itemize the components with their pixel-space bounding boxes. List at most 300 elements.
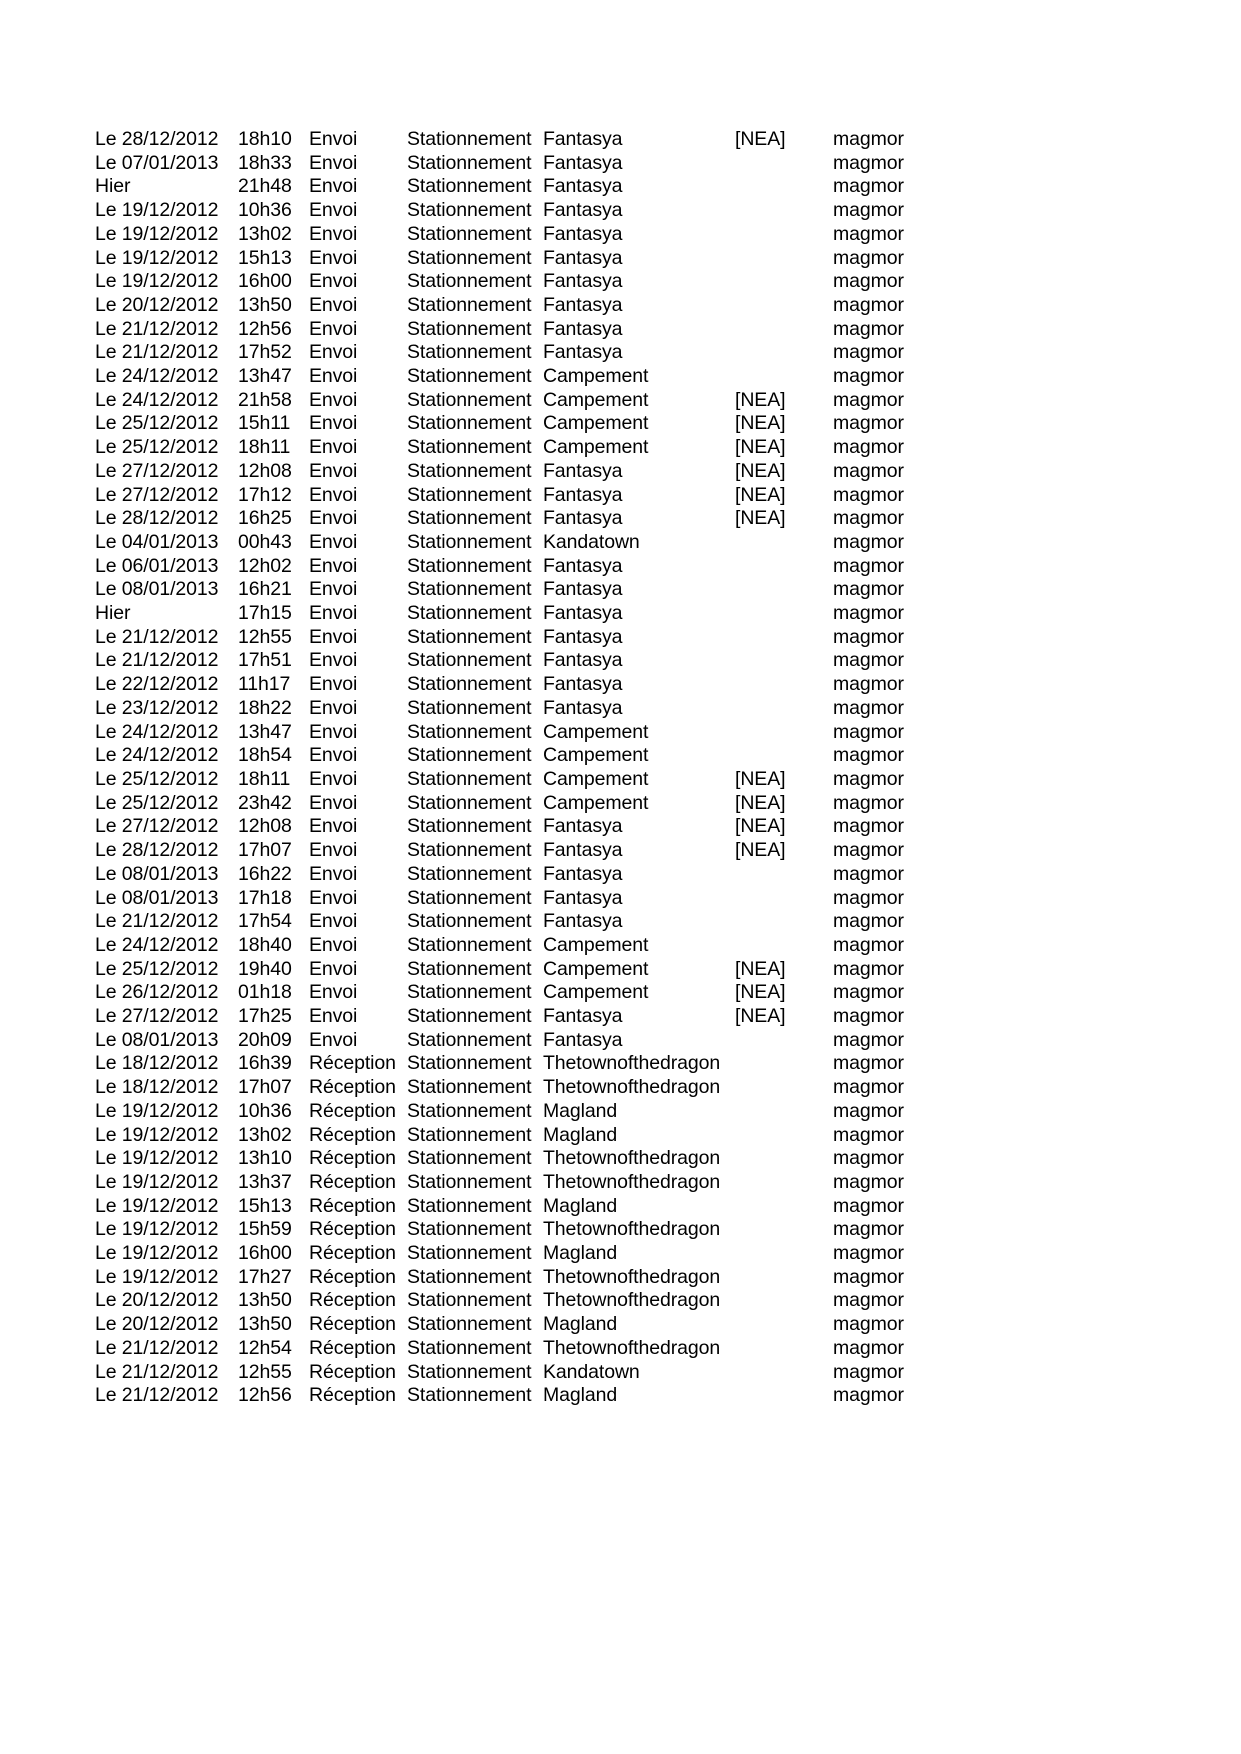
cell-time: 13h37 bbox=[238, 1170, 292, 1193]
cell-account: magmor bbox=[833, 1194, 904, 1217]
cell-account: magmor bbox=[833, 602, 904, 625]
cell-subject: Stationnement bbox=[407, 151, 532, 174]
cell-flag: [NEA] bbox=[735, 507, 786, 530]
table-row[interactable] bbox=[95, 223, 923, 247]
cell-date: Le 08/01/2013 bbox=[95, 862, 219, 885]
cell-account: magmor bbox=[833, 1289, 904, 1312]
cell-contact: Thetownofthedragon bbox=[543, 1052, 721, 1075]
cell-date: Le 19/12/2012 bbox=[95, 1265, 219, 1288]
cell-time: 10h36 bbox=[238, 199, 292, 222]
cell-direction: Envoi bbox=[309, 933, 358, 956]
cell-time: 00h43 bbox=[238, 530, 292, 553]
cell-flag bbox=[735, 175, 833, 199]
cell-date: Le 19/12/2012 bbox=[95, 270, 219, 293]
cell-subject: Stationnement bbox=[407, 839, 532, 862]
cell-direction: Envoi bbox=[309, 317, 358, 340]
cell-account: magmor bbox=[833, 1242, 904, 1265]
cell-contact: Campement bbox=[543, 720, 649, 743]
table-row[interactable] bbox=[95, 318, 923, 342]
cell-contact: Magland bbox=[543, 1099, 618, 1122]
cell-subject: Stationnement bbox=[407, 649, 532, 672]
cell-date: Le 21/12/2012 bbox=[95, 1336, 219, 1359]
cell-account: magmor bbox=[833, 459, 904, 482]
cell-account: magmor bbox=[833, 1052, 904, 1075]
cell-account: magmor bbox=[833, 720, 904, 743]
cell-direction: Envoi bbox=[309, 578, 358, 601]
cell-date: Le 21/12/2012 bbox=[95, 910, 219, 933]
table-row[interactable] bbox=[95, 1242, 923, 1266]
cell-contact: Fantasya bbox=[543, 839, 623, 862]
cell-flag bbox=[735, 1100, 833, 1124]
cell-time: 15h13 bbox=[238, 1194, 292, 1217]
table-row[interactable] bbox=[95, 294, 923, 318]
table-row[interactable] bbox=[95, 792, 923, 816]
cell-account: magmor bbox=[833, 981, 904, 1004]
cell-direction: Réception bbox=[309, 1147, 396, 1170]
cell-direction: Réception bbox=[309, 1170, 396, 1193]
table-row[interactable] bbox=[95, 1171, 923, 1195]
table-row[interactable] bbox=[95, 1076, 923, 1100]
cell-flag: [NEA] bbox=[735, 412, 786, 435]
table-row[interactable] bbox=[95, 152, 923, 176]
cell-direction: Envoi bbox=[309, 649, 358, 672]
cell-subject: Stationnement bbox=[407, 815, 532, 838]
cell-contact: Campement bbox=[543, 365, 649, 388]
cell-account: magmor bbox=[833, 436, 904, 459]
cell-contact: Fantasya bbox=[543, 222, 623, 245]
cell-date: Le 08/01/2013 bbox=[95, 886, 219, 909]
cell-subject: Stationnement bbox=[407, 720, 532, 743]
cell-subject: Stationnement bbox=[407, 246, 532, 269]
cell-flag bbox=[735, 531, 833, 555]
cell-contact: Fantasya bbox=[543, 554, 623, 577]
cell-time: 12h56 bbox=[238, 1384, 292, 1407]
cell-flag bbox=[735, 365, 833, 389]
table-row[interactable] bbox=[95, 531, 923, 555]
table-row[interactable] bbox=[95, 887, 923, 911]
cell-date: Le 19/12/2012 bbox=[95, 222, 219, 245]
table-row[interactable] bbox=[95, 626, 923, 650]
cell-account: magmor bbox=[833, 791, 904, 814]
cell-flag bbox=[735, 697, 833, 721]
cell-subject: Stationnement bbox=[407, 1265, 532, 1288]
cell-account: magmor bbox=[833, 1384, 904, 1407]
table-row[interactable] bbox=[95, 1266, 923, 1290]
cell-subject: Stationnement bbox=[407, 1052, 532, 1075]
table-row[interactable] bbox=[95, 815, 923, 839]
table-row[interactable] bbox=[95, 436, 923, 460]
cell-direction: Réception bbox=[309, 1289, 396, 1312]
cell-date: Le 19/12/2012 bbox=[95, 246, 219, 269]
cell-time: 21h58 bbox=[238, 388, 292, 411]
cell-account: magmor bbox=[833, 767, 904, 790]
cell-flag bbox=[735, 1029, 833, 1053]
cell-direction: Réception bbox=[309, 1242, 396, 1265]
cell-contact: Fantasya bbox=[543, 578, 623, 601]
cell-flag bbox=[735, 152, 833, 176]
cell-flag bbox=[735, 1266, 833, 1290]
cell-time: 17h15 bbox=[238, 602, 292, 625]
table-row[interactable] bbox=[95, 270, 923, 294]
cell-flag bbox=[735, 863, 833, 887]
cell-direction: Réception bbox=[309, 1336, 396, 1359]
table-row[interactable] bbox=[95, 128, 923, 152]
table-row[interactable] bbox=[95, 1384, 923, 1408]
cell-time: 18h54 bbox=[238, 744, 292, 767]
cell-contact: Fantasya bbox=[543, 815, 623, 838]
cell-subject: Stationnement bbox=[407, 341, 532, 364]
cell-subject: Stationnement bbox=[407, 1170, 532, 1193]
cell-account: magmor bbox=[833, 270, 904, 293]
cell-date: Le 19/12/2012 bbox=[95, 1242, 219, 1265]
table-row[interactable] bbox=[95, 697, 923, 721]
cell-direction: Envoi bbox=[309, 673, 358, 696]
table-row[interactable] bbox=[95, 1313, 923, 1337]
cell-contact: Thetownofthedragon bbox=[543, 1147, 721, 1170]
cell-direction: Envoi bbox=[309, 222, 358, 245]
cell-time: 16h22 bbox=[238, 862, 292, 885]
cell-time: 10h36 bbox=[238, 1099, 292, 1122]
table-row[interactable] bbox=[95, 981, 923, 1005]
cell-contact: Campement bbox=[543, 981, 649, 1004]
cell-time: 17h25 bbox=[238, 1005, 292, 1028]
cell-account: magmor bbox=[833, 1147, 904, 1170]
cell-account: magmor bbox=[833, 365, 904, 388]
table-row[interactable] bbox=[95, 555, 923, 579]
cell-flag bbox=[735, 1124, 833, 1148]
cell-direction: Envoi bbox=[309, 246, 358, 269]
cell-time: 13h02 bbox=[238, 222, 292, 245]
cell-account: magmor bbox=[833, 1170, 904, 1193]
table-row[interactable] bbox=[95, 578, 923, 602]
cell-date: Le 19/12/2012 bbox=[95, 199, 219, 222]
cell-account: magmor bbox=[833, 1336, 904, 1359]
cell-subject: Stationnement bbox=[407, 886, 532, 909]
cell-subject: Stationnement bbox=[407, 293, 532, 316]
cell-contact: Magland bbox=[543, 1384, 618, 1407]
table-row[interactable] bbox=[95, 1218, 923, 1242]
cell-date: Le 21/12/2012 bbox=[95, 341, 219, 364]
cell-date: Le 24/12/2012 bbox=[95, 933, 219, 956]
cell-contact: Fantasya bbox=[543, 1028, 623, 1051]
cell-account: magmor bbox=[833, 744, 904, 767]
cell-flag: [NEA] bbox=[735, 128, 786, 150]
cell-contact: Fantasya bbox=[543, 673, 623, 696]
cell-direction: Réception bbox=[309, 1313, 396, 1336]
cell-contact: Thetownofthedragon bbox=[543, 1265, 721, 1288]
cell-direction: Envoi bbox=[309, 886, 358, 909]
cell-date: Le 28/12/2012 bbox=[95, 128, 219, 150]
cell-direction: Envoi bbox=[309, 839, 358, 862]
cell-account: magmor bbox=[833, 293, 904, 316]
cell-direction: Envoi bbox=[309, 341, 358, 364]
cell-account: magmor bbox=[833, 246, 904, 269]
cell-time: 18h40 bbox=[238, 933, 292, 956]
cell-contact: Campement bbox=[543, 412, 649, 435]
cell-contact: Kandatown bbox=[543, 530, 640, 553]
cell-account: magmor bbox=[833, 175, 904, 198]
cell-account: magmor bbox=[833, 673, 904, 696]
cell-flag bbox=[735, 649, 833, 673]
message-log-table bbox=[95, 128, 923, 1408]
cell-direction: Réception bbox=[309, 1265, 396, 1288]
cell-time: 17h54 bbox=[238, 910, 292, 933]
cell-account: magmor bbox=[833, 1028, 904, 1051]
cell-account: magmor bbox=[833, 1123, 904, 1146]
cell-subject: Stationnement bbox=[407, 625, 532, 648]
table-row[interactable] bbox=[95, 958, 923, 982]
cell-account: magmor bbox=[833, 530, 904, 553]
table-row[interactable] bbox=[95, 839, 923, 863]
cell-time: 12h55 bbox=[238, 625, 292, 648]
cell-direction: Réception bbox=[309, 1076, 396, 1099]
cell-flag bbox=[735, 578, 833, 602]
cell-flag bbox=[735, 270, 833, 294]
table-row[interactable] bbox=[95, 1029, 923, 1053]
table-row[interactable] bbox=[95, 1124, 923, 1148]
table-row[interactable] bbox=[95, 175, 923, 199]
table-row[interactable] bbox=[95, 934, 923, 958]
cell-contact: Campement bbox=[543, 957, 649, 980]
table-row[interactable] bbox=[95, 412, 923, 436]
cell-subject: Stationnement bbox=[407, 175, 532, 198]
cell-time: 15h11 bbox=[238, 412, 291, 435]
cell-contact: Fantasya bbox=[543, 270, 623, 293]
cell-account: magmor bbox=[833, 412, 904, 435]
cell-date: Le 07/01/2013 bbox=[95, 151, 219, 174]
cell-direction: Envoi bbox=[309, 957, 358, 980]
cell-time: 18h33 bbox=[238, 151, 292, 174]
table-row[interactable] bbox=[95, 341, 923, 365]
table-row[interactable] bbox=[95, 365, 923, 389]
cell-flag: [NEA] bbox=[735, 815, 786, 838]
cell-flag: [NEA] bbox=[735, 981, 786, 1004]
cell-flag bbox=[735, 318, 833, 342]
cell-date: Le 19/12/2012 bbox=[95, 1218, 219, 1241]
cell-date: Le 21/12/2012 bbox=[95, 1384, 219, 1407]
cell-account: magmor bbox=[833, 483, 904, 506]
cell-subject: Stationnement bbox=[407, 128, 532, 150]
cell-time: 13h02 bbox=[238, 1123, 292, 1146]
cell-account: magmor bbox=[833, 1076, 904, 1099]
cell-direction: Envoi bbox=[309, 1005, 358, 1028]
cell-flag: [NEA] bbox=[735, 388, 786, 411]
cell-flag: [NEA] bbox=[735, 957, 786, 980]
cell-date: Le 25/12/2012 bbox=[95, 957, 219, 980]
cell-direction: Envoi bbox=[309, 981, 358, 1004]
cell-direction: Envoi bbox=[309, 151, 358, 174]
cell-subject: Stationnement bbox=[407, 1218, 532, 1241]
cell-date: Le 28/12/2012 bbox=[95, 839, 219, 862]
table-row[interactable] bbox=[95, 910, 923, 934]
cell-direction: Réception bbox=[309, 1384, 396, 1407]
cell-date: Le 21/12/2012 bbox=[95, 625, 219, 648]
table-row[interactable] bbox=[95, 1195, 923, 1219]
cell-time: 16h25 bbox=[238, 507, 292, 530]
cell-account: magmor bbox=[833, 554, 904, 577]
cell-time: 16h00 bbox=[238, 270, 292, 293]
cell-flag bbox=[735, 247, 833, 271]
cell-account: magmor bbox=[833, 696, 904, 719]
cell-account: magmor bbox=[833, 1099, 904, 1122]
table-row[interactable] bbox=[95, 673, 923, 697]
cell-subject: Stationnement bbox=[407, 933, 532, 956]
cell-time: 11h17 bbox=[238, 673, 291, 696]
cell-subject: Stationnement bbox=[407, 483, 532, 506]
cell-date: Le 21/12/2012 bbox=[95, 317, 219, 340]
cell-flag bbox=[735, 1195, 833, 1219]
table-row[interactable] bbox=[95, 247, 923, 271]
cell-date: Le 19/12/2012 bbox=[95, 1099, 219, 1122]
cell-direction: Envoi bbox=[309, 175, 358, 198]
cell-time: 12h02 bbox=[238, 554, 292, 577]
cell-flag: [NEA] bbox=[735, 483, 786, 506]
table-row[interactable] bbox=[95, 1361, 923, 1385]
cell-time: 18h11 bbox=[238, 767, 291, 790]
cell-date: Le 21/12/2012 bbox=[95, 1360, 219, 1383]
table-row[interactable] bbox=[95, 1147, 923, 1171]
cell-date: Le 19/12/2012 bbox=[95, 1123, 219, 1146]
cell-date: Le 08/01/2013 bbox=[95, 1028, 219, 1051]
cell-time: 17h18 bbox=[238, 886, 292, 909]
cell-time: 17h51 bbox=[238, 649, 292, 672]
cell-direction: Envoi bbox=[309, 507, 358, 530]
cell-subject: Stationnement bbox=[407, 981, 532, 1004]
table-row[interactable] bbox=[95, 507, 923, 531]
cell-subject: Stationnement bbox=[407, 696, 532, 719]
cell-date: Le 26/12/2012 bbox=[95, 981, 219, 1004]
cell-direction: Envoi bbox=[309, 199, 358, 222]
cell-contact: Thetownofthedragon bbox=[543, 1289, 721, 1312]
cell-date: Le 27/12/2012 bbox=[95, 1005, 219, 1028]
cell-date: Le 18/12/2012 bbox=[95, 1076, 219, 1099]
cell-subject: Stationnement bbox=[407, 744, 532, 767]
cell-direction: Envoi bbox=[309, 436, 358, 459]
cell-date: Le 27/12/2012 bbox=[95, 483, 219, 506]
cell-time: 13h50 bbox=[238, 293, 292, 316]
cell-date: Le 21/12/2012 bbox=[95, 649, 219, 672]
cell-direction: Envoi bbox=[309, 459, 358, 482]
cell-contact: Magland bbox=[543, 1194, 618, 1217]
cell-account: magmor bbox=[833, 507, 904, 530]
cell-direction: Envoi bbox=[309, 625, 358, 648]
cell-subject: Stationnement bbox=[407, 1336, 532, 1359]
cell-direction: Envoi bbox=[309, 696, 358, 719]
cell-flag bbox=[735, 199, 833, 223]
cell-account: magmor bbox=[833, 957, 904, 980]
cell-flag bbox=[735, 934, 833, 958]
cell-contact: Campement bbox=[543, 388, 649, 411]
cell-contact: Fantasya bbox=[543, 507, 623, 530]
cell-contact: Fantasya bbox=[543, 1005, 623, 1028]
cell-date: Le 25/12/2012 bbox=[95, 436, 219, 459]
cell-flag bbox=[735, 294, 833, 318]
cell-subject: Stationnement bbox=[407, 673, 532, 696]
table-row[interactable] bbox=[95, 602, 923, 626]
cell-flag: [NEA] bbox=[735, 1005, 786, 1028]
cell-flag bbox=[735, 1076, 833, 1100]
table-row[interactable] bbox=[95, 389, 923, 413]
cell-account: magmor bbox=[833, 910, 904, 933]
cell-direction: Envoi bbox=[309, 602, 358, 625]
cell-flag bbox=[735, 1218, 833, 1242]
cell-subject: Stationnement bbox=[407, 222, 532, 245]
cell-direction: Envoi bbox=[309, 293, 358, 316]
table-row[interactable] bbox=[95, 744, 923, 768]
cell-time: 01h18 bbox=[238, 981, 292, 1004]
cell-date: Le 20/12/2012 bbox=[95, 1289, 219, 1312]
cell-subject: Stationnement bbox=[407, 1384, 532, 1407]
cell-contact: Thetownofthedragon bbox=[543, 1218, 721, 1241]
cell-account: magmor bbox=[833, 128, 904, 150]
cell-direction: Envoi bbox=[309, 791, 358, 814]
cell-account: magmor bbox=[833, 862, 904, 885]
table-row[interactable] bbox=[95, 768, 923, 792]
table-row[interactable] bbox=[95, 1052, 923, 1076]
cell-flag bbox=[735, 1337, 833, 1361]
cell-contact: Campement bbox=[543, 933, 649, 956]
cell-time: 17h12 bbox=[238, 483, 292, 506]
table-row[interactable] bbox=[95, 1005, 923, 1029]
cell-account: magmor bbox=[833, 199, 904, 222]
cell-direction: Envoi bbox=[309, 365, 358, 388]
table-row[interactable] bbox=[95, 1337, 923, 1361]
cell-direction: Réception bbox=[309, 1194, 396, 1217]
cell-direction: Envoi bbox=[309, 910, 358, 933]
table-row[interactable] bbox=[95, 460, 923, 484]
table-row[interactable] bbox=[95, 199, 923, 223]
cell-flag bbox=[735, 1052, 833, 1076]
cell-contact: Magland bbox=[543, 1313, 618, 1336]
cell-date: Le 25/12/2012 bbox=[95, 791, 219, 814]
cell-direction: Réception bbox=[309, 1218, 396, 1241]
cell-direction: Envoi bbox=[309, 412, 358, 435]
table-row[interactable] bbox=[95, 721, 923, 745]
table-row[interactable] bbox=[95, 649, 923, 673]
cell-flag bbox=[735, 341, 833, 365]
cell-subject: Stationnement bbox=[407, 459, 532, 482]
cell-date: Le 24/12/2012 bbox=[95, 365, 219, 388]
cell-flag bbox=[735, 602, 833, 626]
cell-account: magmor bbox=[833, 815, 904, 838]
cell-contact: Fantasya bbox=[543, 341, 623, 364]
cell-date: Hier bbox=[95, 175, 131, 198]
cell-flag: [NEA] bbox=[735, 459, 786, 482]
cell-contact: Fantasya bbox=[543, 293, 623, 316]
cell-account: magmor bbox=[833, 1218, 904, 1241]
cell-date: Le 27/12/2012 bbox=[95, 459, 219, 482]
cell-direction: Envoi bbox=[309, 767, 358, 790]
cell-flag bbox=[735, 626, 833, 650]
table-row[interactable] bbox=[95, 1289, 923, 1313]
cell-time: 20h09 bbox=[238, 1028, 292, 1051]
cell-date: Le 24/12/2012 bbox=[95, 720, 219, 743]
cell-account: magmor bbox=[833, 1265, 904, 1288]
table-row[interactable] bbox=[95, 863, 923, 887]
cell-account: magmor bbox=[833, 839, 904, 862]
cell-contact: Fantasya bbox=[543, 175, 623, 198]
cell-flag bbox=[735, 721, 833, 745]
cell-contact: Fantasya bbox=[543, 886, 623, 909]
cell-contact: Campement bbox=[543, 791, 649, 814]
cell-direction: Envoi bbox=[309, 862, 358, 885]
cell-date: Hier bbox=[95, 602, 131, 625]
cell-direction: Réception bbox=[309, 1052, 396, 1075]
table-row[interactable] bbox=[95, 1100, 923, 1124]
cell-time: 13h50 bbox=[238, 1289, 292, 1312]
cell-contact: Thetownofthedragon bbox=[543, 1336, 721, 1359]
table-row[interactable] bbox=[95, 484, 923, 508]
